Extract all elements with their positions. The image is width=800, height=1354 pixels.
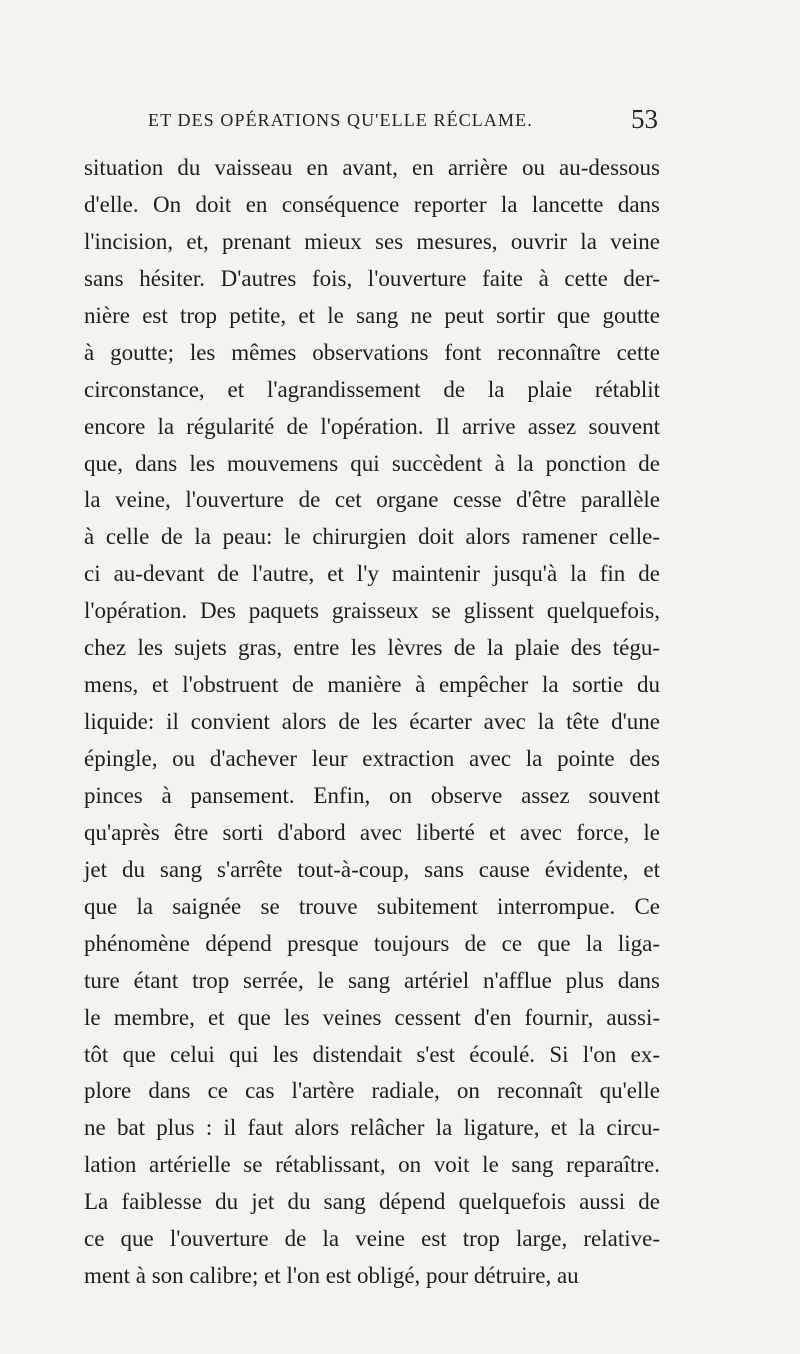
text-line: ment à son calibre; et l'on est obligé, pour détruire, au [84, 1263, 579, 1289]
text-line: jet du sang s'arrête tout-à-coup, sans cause évidente, et [84, 856, 660, 882]
text-line: l'opération. Des paquets graisseux se glissent quelquefois, [84, 598, 660, 624]
page-number: 53 [631, 104, 658, 134]
text-line: liquide: il convient alors de les écarter avec la tête d'une [84, 709, 660, 735]
text-line: nière est trop petite, et le sang ne peut sortir que goutte [84, 302, 660, 328]
text-line: la veine, l'ouverture de cet organe cesse d'être parallèle [84, 487, 660, 513]
text-line: sans hésiter. D'autres fois, l'ouverture faite à cette der- [84, 265, 660, 291]
text-line: encore la régularité de l'opération. Il arrive assez souvent [84, 413, 660, 439]
text-line: à celle de la peau: le chirurgien doit alors ramener celle- [84, 524, 660, 550]
text-line: circonstance, et l'agrandissement de la plaie rétablit [84, 376, 660, 402]
text-line: épingle, ou d'achever leur extraction avec la pointe des [84, 746, 660, 771]
text-line: situation du vaisseau en avant, en arrière ou au-dessous [84, 155, 660, 180]
text-line: d'elle. On doit en conséquence reporter la lancette dans [84, 191, 660, 217]
text-line: à goutte; les mêmes observations font reconnaître cette [84, 339, 660, 365]
text-line: ture étant trop serrée, le sang artériel n'afflue plus dans [84, 967, 660, 993]
text-line: l'incision, et, prenant mieux ses mesures, ouvrir la veine [84, 228, 660, 254]
text-line: qu'après être sorti d'abord avec liberté et avec force, le [84, 819, 660, 845]
text-line: ci au-devant de l'autre, et l'y maintenir jusqu'à la fin de [84, 561, 660, 587]
text-line: pinces à pansement. Enfin, on observe assez souvent [84, 782, 660, 808]
text-line: mens, et l'obstruent de manière à empêcher la sortie du [84, 672, 660, 698]
text-line: le membre, et que les veines cessent d'en fournir, aussi- [84, 1004, 660, 1030]
text-line: tôt que celui qui les distendait s'est écoulé. Si l'on ex- [84, 1041, 660, 1067]
text-line: ne bat plus : il faut alors relâcher la ligature, et la circu- [84, 1115, 660, 1141]
text-line: que, dans les mouvemens qui succèdent à la ponction de [84, 450, 660, 476]
text-line: que la saignée se trouve subitement interrompue. Ce [84, 893, 660, 919]
text-line: lation artérielle se rétablissant, on voit le sang reparaître. [84, 1152, 660, 1178]
text-line: La faiblesse du jet du sang dépend quelquefois aussi de [84, 1189, 660, 1215]
text-line: phénomène dépend presque toujours de ce que la liga- [84, 930, 660, 956]
running-title: ET DES OPÉRATIONS QU'ELLE RÉCLAME. [148, 110, 533, 130]
running-head [148, 104, 658, 138]
text-line: ce que l'ouverture de la veine est trop large, relative- [84, 1226, 660, 1252]
text-line: chez les sujets gras, entre les lèvres de la plaie des tégu- [84, 635, 660, 661]
body-text [84, 150, 660, 1289]
text-line: plore dans ce cas l'artère radiale, on reconnaît qu'elle [84, 1078, 660, 1104]
